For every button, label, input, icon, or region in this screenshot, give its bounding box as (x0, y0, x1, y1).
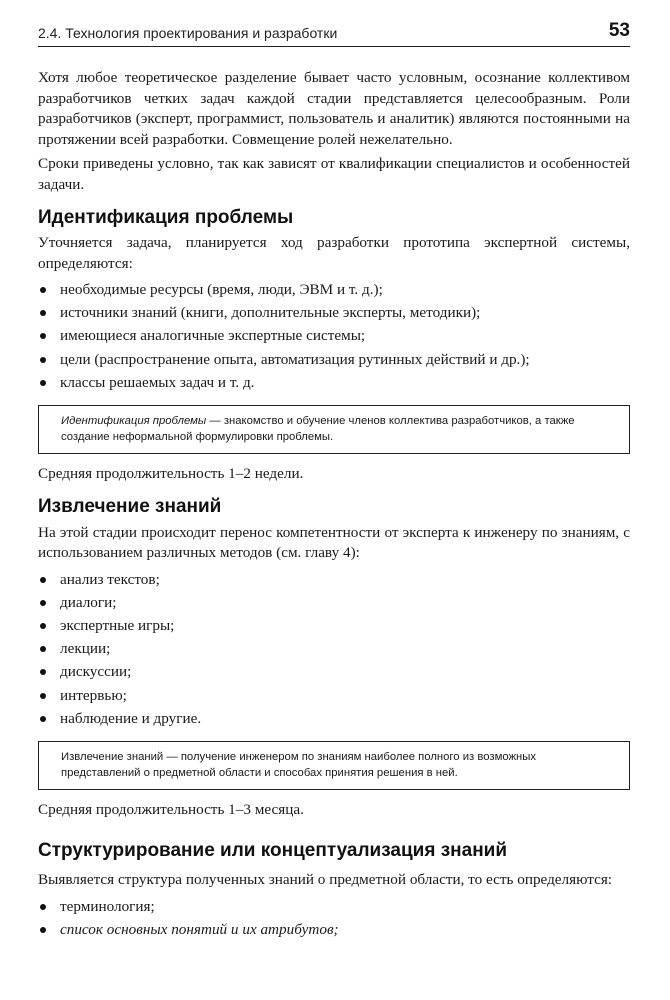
list-item (38, 637, 630, 660)
bullet-icon (40, 333, 46, 339)
extraction-list (38, 568, 630, 730)
bullet-icon (40, 310, 46, 316)
bullet-icon (40, 646, 46, 652)
intro-paragraph-2: Сроки приведены условно, так как зависят от квалификации специалистов и особенностей задачи. (38, 155, 630, 193)
structuring-intro: Выявляется структура полученных знаний о предметной области, то есть определяются: (38, 871, 613, 889)
running-head: 2.4. Технология проектирования и разработки (38, 25, 338, 41)
list-item-text: интервью; (60, 686, 127, 704)
list-item-text: анализ текстов; (60, 570, 160, 588)
list-item (38, 348, 630, 371)
extraction-intro: На этой стадии происходит перенос компетентности от эксперта к инженеру по знаниям, с использованием различных методов (см. главу 4): (38, 523, 630, 562)
intro-paragraph-1: Хотя любое теоретическое разделение бывает часто условным, осознание коллективом разработчиков четких задач каждой стадии представляется целесообразным. Роли разработчиков (эксперт, программист, пользователь и аналитик) являются постоянными на протяжении всей разработки. Совмещение ролей нежелательно. (38, 69, 630, 148)
bullet-icon (40, 380, 46, 386)
structuring-list (38, 895, 630, 941)
bullet-icon (40, 623, 46, 629)
bullet-icon (40, 287, 46, 293)
identification-intro: Уточняется задача, планируется ход разработки прототипа экспертной системы, определяются: (38, 234, 630, 272)
list-item-text: цели (распространение опыта, автоматизация рутинных действий и др.); (60, 350, 530, 368)
bullet-icon (40, 716, 46, 722)
list-item-text: необходимые ресурсы (время, люди, ЭВМ и т. д.); (60, 281, 383, 298)
list-item-text: источники знаний (книги, дополнительные эксперты, методики); (60, 304, 481, 322)
list-item-text: терминология; (60, 897, 155, 915)
list-item (38, 278, 630, 301)
list-item-text: список основных понятий и их атрибутов; (60, 921, 339, 939)
list-item (38, 684, 630, 707)
identification-list (38, 278, 630, 394)
list-item (38, 660, 630, 683)
list-item-text: дискуссии; (60, 663, 132, 681)
bullet-icon (40, 669, 46, 675)
bullet-icon (40, 904, 46, 910)
page-content (38, 68, 630, 941)
bullet-icon (40, 927, 46, 933)
page-number: 53 (608, 20, 630, 41)
definition-box-extraction: Извлечение знаний — получение инженером по знаниям наиболее полного из возможных представлений о предметной области и способах принятия решения в ней. (38, 741, 630, 790)
definition-text: — знакомство и обучение членов коллектива разработчиков, а также создание неформальной формулировки проблемы. (61, 415, 575, 444)
list-item (38, 301, 630, 324)
list-item (38, 614, 630, 637)
list-item-text: диалоги; (60, 593, 117, 611)
list-item-text: классы решаемых задач и т. д. (60, 373, 255, 391)
bullet-icon (40, 577, 46, 583)
list-item (38, 707, 630, 730)
list-item-text: имеющиеся аналогичные экспертные системы; (60, 327, 366, 345)
list-item-text: наблюдение и другие. (60, 709, 202, 727)
bullet-icon (40, 693, 46, 699)
bullet-icon (40, 600, 46, 606)
extraction-duration: Средняя продолжительность 1–3 месяца. (38, 800, 304, 818)
list-item (38, 371, 630, 394)
list-item (38, 568, 630, 591)
list-item (38, 591, 630, 614)
bullet-icon (40, 357, 46, 363)
definition-term: Идентификация проблемы (61, 415, 207, 428)
section-heading-extraction: Извлечение знаний (38, 495, 222, 517)
page-header (38, 22, 630, 47)
list-item-text: лекции; (60, 640, 111, 658)
section-heading-structuring: Структурирование или концептуализация знаний (38, 840, 508, 862)
list-item (38, 324, 630, 347)
list-item (38, 918, 630, 941)
list-item (38, 895, 630, 918)
list-item-text: экспертные игры; (60, 616, 175, 634)
definition-box-identification (38, 405, 630, 454)
section-heading-identification: Идентификация проблемы (38, 207, 294, 228)
identification-duration: Средняя продолжительность 1–2 недели. (38, 465, 304, 483)
